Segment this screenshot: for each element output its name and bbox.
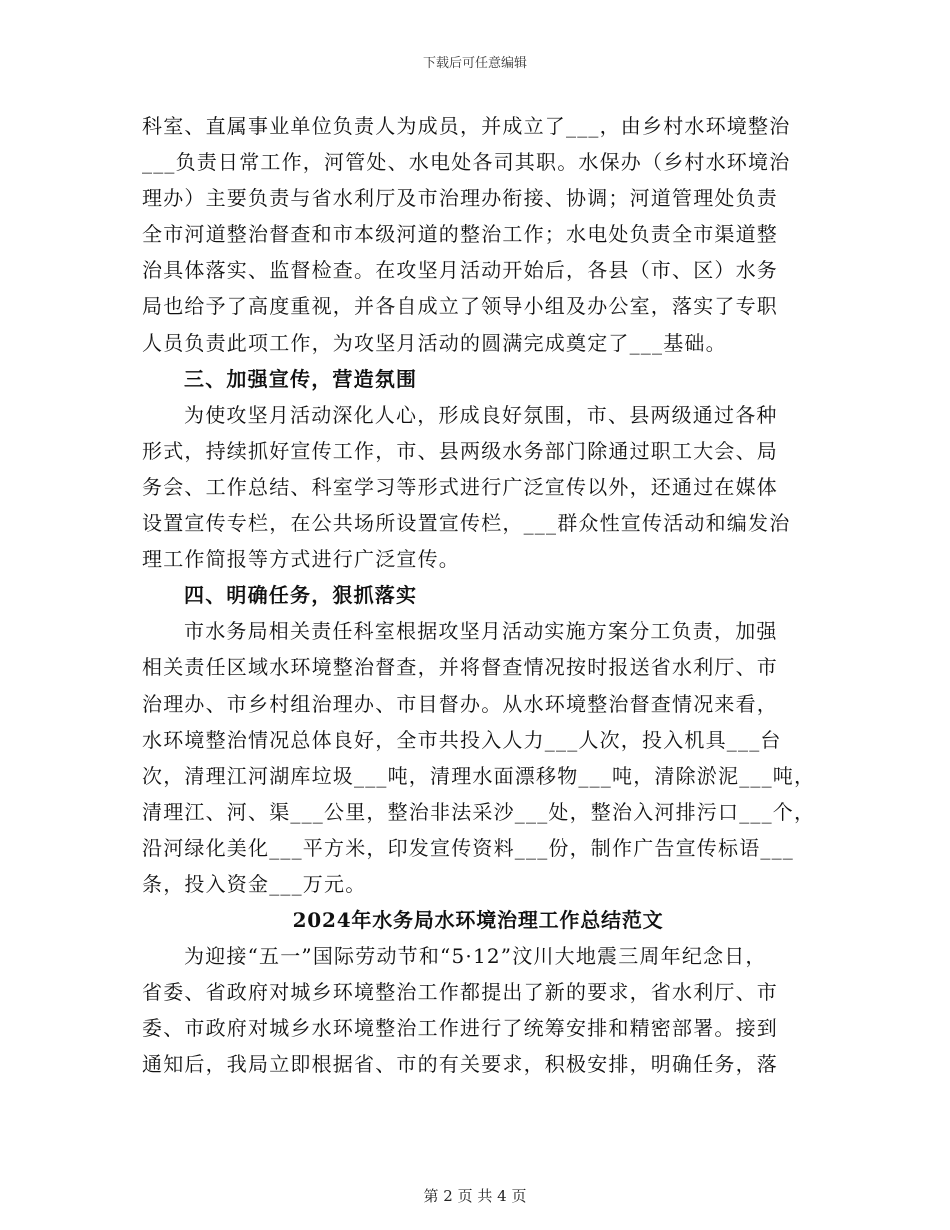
paragraph-line: 沿河绿化美化___平方米，印发宣传资料___份，制作广告宣传标语___: [142, 835, 794, 860]
paragraph-line: 省委、省政府对城乡环境整治工作都提出了新的要求，省水利厅、市: [142, 980, 778, 1005]
paragraph-first-line: 为使攻坚月活动深化人心，形成良好氛围，市、县两级通过各种: [184, 402, 778, 427]
paragraph-line: 理办）主要负责与省水利厅及市治理办衔接、协调；河道管理处负责: [142, 186, 778, 211]
page-header: 下载后可任意编辑: [422, 56, 527, 71]
paragraph-line: 人员负责此项工作，为攻坚月活动的圆满完成奠定了___基础。: [142, 330, 727, 355]
paragraph-line: 治理办、市乡村组治理办、市目督办。从水环境整治督查情况来看，: [142, 691, 778, 716]
paragraph-line: 委、市政府对城乡水环境整治工作进行了统筹安排和精密部署。接到: [142, 1016, 778, 1041]
document-body: [142, 108, 814, 1083]
paragraph-line: 相关责任区域水环境整治督查，并将督查情况按时报送省水利厅、市: [142, 655, 778, 680]
paragraph-line: 次，清理江河湖库垃圾___吨，清理水面漂移物___吨，清除淤泥___吨，: [142, 763, 816, 788]
section-heading: 四、明确任务，狠抓落实: [184, 583, 418, 608]
paragraph-line: 清理江、河、渠___公里，整治非法采沙___处，整治入河排污口___个，: [142, 799, 816, 824]
paragraph-line: 治具体落实、监督检查。在攻坚月活动开始后，各县（市、区）水务: [142, 258, 778, 283]
paragraph-line: 水环境整治情况总体良好，全市共投入人力___人次，投入机具___台: [142, 727, 782, 752]
page-footer: 第 2 页 共 4 页: [423, 1187, 527, 1205]
paragraph-first-line: 为迎接“五一”国际劳动节和“5·12”汶川大地震三周年纪念日，: [184, 944, 767, 969]
paragraph-line: 务会、工作总结、科室学习等形式进行广泛宣传以外，还通过在媒体: [142, 474, 778, 499]
paragraph-line: 局也给予了高度重视，并各自成立了领导小组及办公室，落实了专职: [142, 294, 778, 319]
paragraph-line: 科室、直属事业单位负责人为成员，并成立了___，由乡村水环境整治: [142, 114, 791, 138]
paragraph-line: ___负责日常工作，河管处、水电处各司其职。水保办（乡村水环境治: [142, 150, 791, 175]
paragraph-line: 条，投入资金___万元。: [142, 871, 367, 896]
document-title: 2024年水务局水环境治理工作总结范文: [292, 908, 664, 933]
paragraph-line: 通知后，我局立即根据省、市的有关要求，积极安排，明确任务，落: [142, 1052, 778, 1077]
section-heading: 三、加强宣传，营造氛围: [184, 366, 418, 391]
paragraph-line: 形式，持续抓好宣传工作，市、县两级水务部门除通过职工大会、局: [142, 438, 778, 463]
paragraph-first-line: 市水务局相关责任科室根据攻坚月活动实施方案分工负责，加强: [184, 619, 778, 644]
paragraph-line: 全市河道整治督查和市本级河道的整治工作；水电处负责全市渠道整: [142, 222, 778, 247]
paragraph-line: 设置宣传专栏，在公共场所设置宣传栏，___群众性宣传活动和编发治: [142, 511, 791, 536]
paragraph-line: 理工作简报等方式进行广泛宣传。: [142, 547, 460, 572]
